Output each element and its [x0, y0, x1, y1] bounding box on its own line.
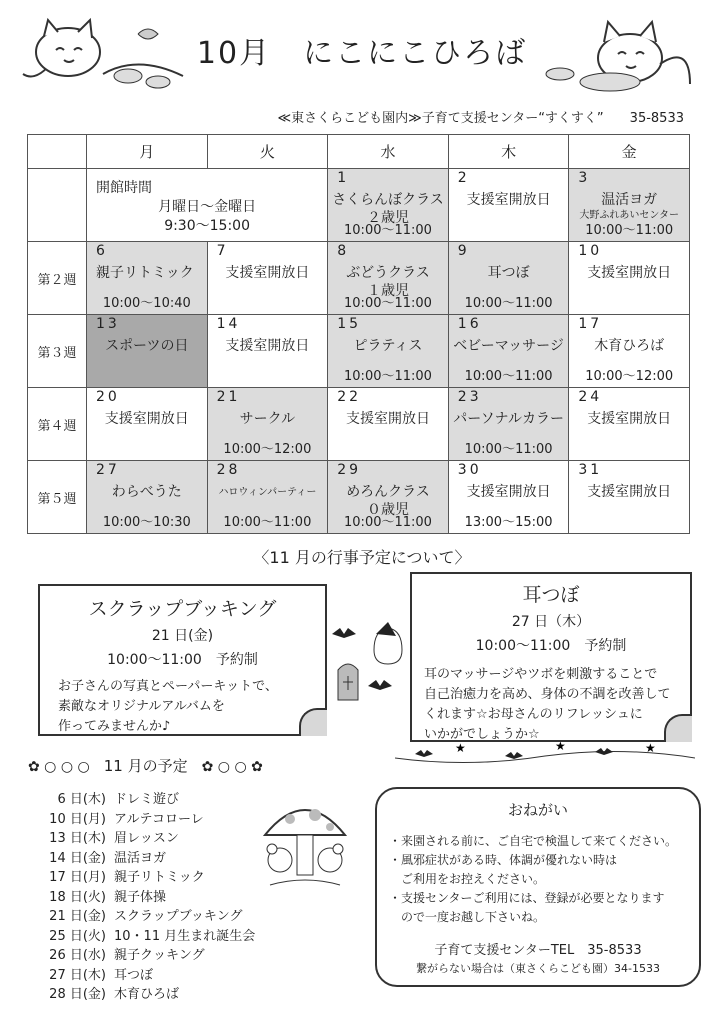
- halloween-illustration: [328, 620, 408, 710]
- day-number: 22: [337, 389, 362, 405]
- day-number: 31: [578, 462, 603, 478]
- calendar-day-cell: [87, 388, 208, 461]
- event-name: 支援室開放日: [225, 338, 310, 354]
- notice-body: [58, 677, 315, 737]
- schedule-item: [48, 927, 255, 947]
- schedule-title: 11 月の予定: [103, 757, 188, 775]
- calendar-day-cell: [328, 169, 449, 242]
- schedule-event: 親子クッキング: [114, 948, 205, 963]
- schedule-event: 木育ひろば: [114, 987, 180, 1002]
- event-name: ピラティス: [353, 338, 423, 354]
- calendar-day-cell: [207, 315, 328, 388]
- schedule-event: 耳つぼ: [114, 967, 154, 983]
- calendar-table: [27, 134, 690, 534]
- week-label: 第５週: [28, 461, 87, 534]
- schedule-date: 14 日(金): [49, 850, 106, 866]
- event-name: 支援室開放日: [587, 411, 672, 427]
- day-number: 2: [457, 170, 470, 186]
- schedule-date: 18 日(火): [49, 889, 106, 905]
- schedule-item: [48, 888, 255, 908]
- event-name: スポーツの日: [105, 338, 189, 354]
- event-name: 支援室開放日: [225, 265, 310, 281]
- svg-text:★: ★: [555, 739, 566, 753]
- calendar-day-cell: [207, 388, 328, 461]
- calendar-day-cell: [328, 388, 449, 461]
- mushroom-mice-illustration: [255, 795, 355, 895]
- week-label: [28, 169, 87, 242]
- schedule-event: 温活ヨガ: [114, 850, 167, 866]
- weekday-header: 金: [569, 135, 690, 169]
- calendar-day-cell: [328, 315, 449, 388]
- event-time: 10:00～11:00: [223, 515, 312, 530]
- notice-line: 自己治癒力を高め、身体の不調を改善して: [424, 687, 671, 702]
- event-time: 10:00～10:40: [102, 296, 191, 311]
- schedule-item: [48, 868, 255, 888]
- request-item: ので一度お越し下さいね。: [389, 910, 546, 924]
- event-name: ベビーマッサージ: [453, 338, 564, 354]
- event-detail: ２歳児: [366, 210, 409, 226]
- notice-line: 素敵なオリジナルアルバムを: [58, 699, 225, 714]
- scrapbooking-notice: [38, 584, 327, 736]
- notice-date: 27 日（木）: [511, 614, 591, 630]
- flower-icon: ✿ ○ ○ ✿: [187, 759, 263, 775]
- garland-decoration: [395, 738, 695, 770]
- request-item: ・来園される前に、ご自宅で検温して来てください。: [389, 834, 678, 848]
- calendar-day-cell: [207, 461, 328, 534]
- opening-days: 月曜日～金曜日: [158, 199, 257, 215]
- event-name: 温活ヨガ: [601, 192, 658, 208]
- schedule-item: [48, 829, 255, 849]
- schedule-date: 25 日(火): [49, 928, 106, 944]
- calendar-day-cell: [569, 242, 690, 315]
- calendar-day-cell: [87, 315, 208, 388]
- event-detail: ０歳児: [366, 502, 409, 518]
- notice-line: くれます☆お母さんのリフレッシュに: [424, 707, 643, 722]
- day-number: 8: [337, 243, 350, 259]
- calendar-corner: [28, 135, 87, 169]
- center-info: ≪東さくらこども園内≫子育て支援センター“すくすく” 35-8533: [277, 111, 684, 126]
- day-number: 10: [578, 243, 603, 259]
- calendar-day-cell: [569, 315, 690, 388]
- weekday-header: 木: [448, 135, 569, 169]
- notice-body: [424, 665, 680, 745]
- request-item: ご利用をお控えください。: [389, 872, 546, 886]
- day-number: 24: [578, 389, 603, 405]
- event-time: 10:00～11:00: [344, 369, 432, 384]
- request-list: [377, 832, 699, 927]
- calendar-day-cell: [328, 461, 449, 534]
- day-number: 21: [216, 389, 241, 405]
- calendar-day-cell: [328, 242, 449, 315]
- schedule-event: スクラップブッキング: [114, 909, 243, 924]
- event-time: 10:00～12:00: [585, 369, 674, 384]
- calendar-day-cell: [87, 242, 208, 315]
- schedule-item: [48, 985, 255, 1005]
- event-time: 10:00～11:00: [344, 515, 432, 530]
- opening-hours-cell: [87, 169, 328, 242]
- event-time: 13:00～15:00: [464, 515, 553, 530]
- schedule-date: 13 日(木): [49, 831, 106, 846]
- schedule-date: 17 日(月): [49, 870, 106, 885]
- event-time: 10:00～12:00: [223, 442, 312, 457]
- alternate-phone: 繋がらない場合は（東さくらこども園）34-1533: [416, 962, 660, 975]
- notice-time: 10:00～11:00 予約制: [107, 652, 258, 668]
- day-number: 16: [457, 316, 482, 332]
- calendar-day-cell: [448, 461, 569, 534]
- notice-title: スクラップブッキング: [88, 598, 277, 620]
- day-number: 14: [216, 316, 241, 332]
- calendar-day-cell: [569, 169, 690, 242]
- day-number: 13: [96, 316, 120, 332]
- event-detail: 大野ふれあいセンター: [579, 210, 679, 221]
- day-number: 7: [216, 243, 229, 259]
- day-number: 6: [96, 243, 108, 259]
- calendar-day-cell: [87, 461, 208, 534]
- weekday-header: 水: [328, 135, 449, 169]
- day-number: 30: [457, 462, 482, 478]
- schedule-date: 27 日(木): [49, 967, 106, 983]
- event-name: 支援室開放日: [466, 192, 551, 208]
- calendar-day-cell: [448, 242, 569, 315]
- calendar-day-cell: [448, 169, 569, 242]
- schedule-date: 28 日(金): [49, 987, 106, 1002]
- schedule-date: 21 日(金): [49, 909, 106, 924]
- notice-line: いかがでしょうか☆: [424, 727, 540, 742]
- page-title: 10月 にこにこひろば: [196, 36, 528, 71]
- request-item: ・風邪症状がある時、体調が優れない時は: [389, 853, 618, 867]
- schedule-item: [48, 810, 255, 830]
- schedule-date: 6 日(木): [57, 792, 106, 807]
- schedule-item: [48, 849, 255, 869]
- request-title: おねがい: [507, 801, 568, 819]
- day-number: 3: [578, 170, 591, 186]
- day-number: 29: [337, 462, 362, 478]
- event-name: 耳つぼ: [487, 265, 530, 281]
- schedule-event: 10・11 月生まれ誕生会: [114, 928, 256, 944]
- notice-time: 10:00～11:00 予約制: [475, 638, 627, 654]
- event-time: 10:00～10:30: [102, 515, 191, 530]
- week-label: 第３週: [28, 315, 87, 388]
- notice-line: 作ってみませんか♪: [58, 719, 171, 734]
- event-time: 10:00～11:00: [585, 223, 674, 238]
- schedule-event: 親子リトミック: [114, 870, 205, 885]
- november-heading: 〈11 月の行事予定について〉: [253, 548, 471, 567]
- calendar-day-cell: [569, 388, 690, 461]
- notice-date: 21 日(金): [151, 628, 214, 644]
- schedule-list: [48, 790, 255, 1005]
- day-number: 9: [457, 243, 470, 259]
- opening-hours-label: 開館時間: [96, 180, 152, 196]
- svg-text:★: ★: [645, 741, 656, 755]
- notice-line: 耳のマッサージやツボを刺激することで: [424, 667, 658, 682]
- event-time: 10:00～11:00: [344, 223, 432, 238]
- schedule-event: 親子体操: [114, 889, 167, 905]
- schedule-item: [48, 966, 255, 986]
- week-label: 第４週: [28, 388, 87, 461]
- event-name: 支援室開放日: [466, 484, 551, 500]
- event-name: わらべうた: [111, 484, 182, 500]
- request-box: [375, 787, 701, 987]
- event-name: 親子リトミック: [96, 265, 194, 281]
- schedule-heading: [28, 755, 263, 776]
- event-name: サークル: [239, 411, 296, 427]
- event-name: ぶどうクラス: [346, 265, 430, 281]
- week-label: 第２週: [28, 242, 87, 315]
- day-number: 28: [216, 462, 241, 478]
- weekday-header: 火: [207, 135, 328, 169]
- event-name: 支援室開放日: [587, 484, 672, 500]
- schedule-date: 26 日(水): [49, 948, 106, 963]
- event-detail: １歳児: [366, 283, 409, 299]
- event-name: めろんクラス: [346, 484, 430, 500]
- notice-title: 耳つぼ: [522, 584, 580, 606]
- calendar-day-cell: [207, 242, 328, 315]
- calendar-day-cell: [569, 461, 690, 534]
- flower-icon: ✿ ○ ○ ○: [28, 759, 104, 775]
- request-item: ・支援センターご利用には、登録が必要となります: [389, 891, 665, 905]
- event-time: 10:00～11:00: [464, 442, 553, 457]
- event-name: パーソナルカラー: [453, 411, 564, 427]
- day-number: 15: [337, 316, 362, 332]
- phone-number: 子育て支援センターTEL 35-8533: [434, 943, 642, 958]
- event-time: 10:00～11:00: [464, 369, 553, 384]
- schedule-item: [48, 790, 255, 810]
- event-time: 10:00～11:00: [344, 296, 432, 311]
- event-name: さくらんぼクラス: [332, 192, 444, 208]
- schedule-item: [48, 946, 255, 966]
- event-name: 支援室開放日: [345, 411, 430, 427]
- weekday-header: 月: [87, 135, 208, 169]
- schedule-date: 10 日(月): [49, 811, 106, 827]
- schedule-item: [48, 907, 255, 927]
- event-name: 木育ひろば: [594, 338, 665, 354]
- event-name: 支援室開放日: [587, 265, 672, 281]
- event-name: ハロウィンパーティー: [218, 487, 317, 498]
- event-name: 支援室開放日: [104, 411, 189, 427]
- schedule-event: ドレミ遊び: [114, 792, 180, 807]
- mimitsubo-notice: [410, 572, 692, 742]
- schedule-event: アルテコローレ: [114, 811, 204, 827]
- svg-text:★: ★: [455, 741, 466, 755]
- schedule-event: 眉レッスン: [114, 831, 179, 846]
- day-number: 20: [96, 389, 120, 405]
- day-number: 1: [337, 170, 350, 186]
- notice-line: お子さんの写真とペーパーキットで、: [58, 679, 278, 694]
- calendar-day-cell: [448, 388, 569, 461]
- day-number: 23: [457, 389, 482, 405]
- opening-time: 9:30～15:00: [164, 218, 250, 234]
- day-number: 27: [96, 462, 120, 478]
- event-time: 10:00～11:00: [464, 296, 553, 311]
- day-number: 17: [578, 316, 603, 332]
- calendar-day-cell: [448, 315, 569, 388]
